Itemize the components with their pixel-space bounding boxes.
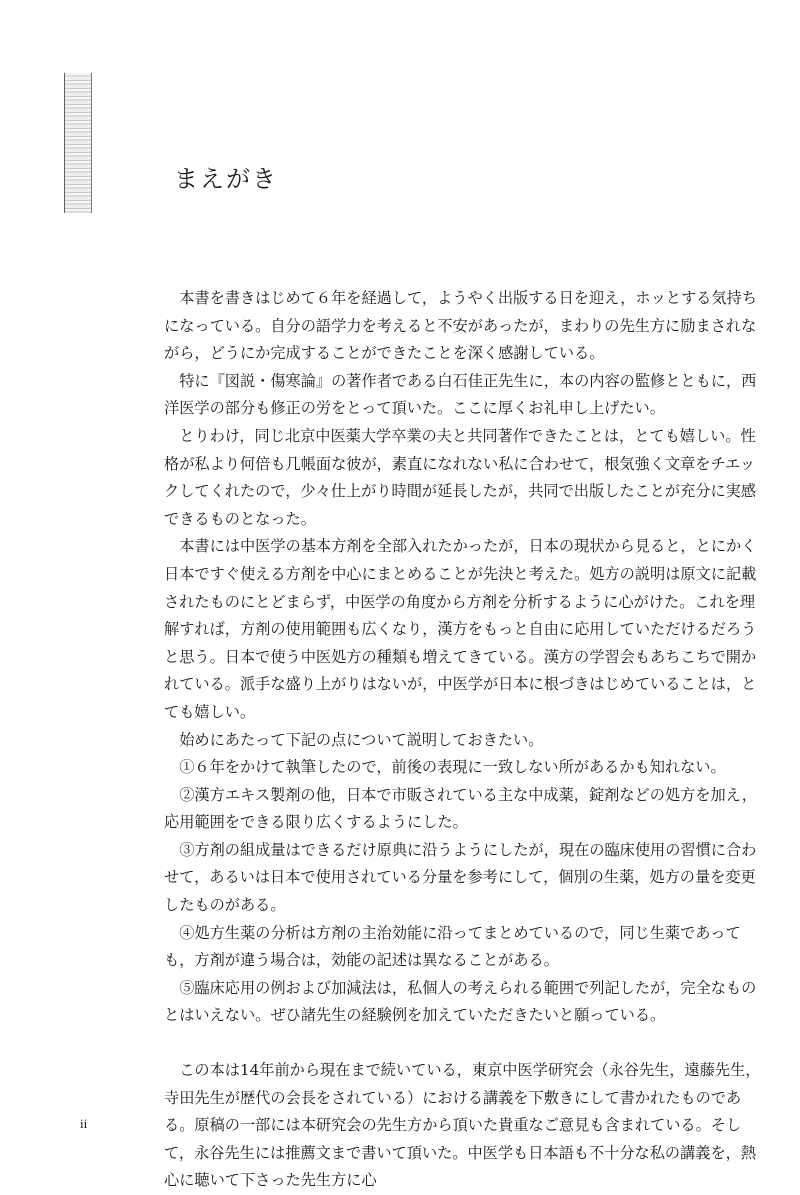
paragraph: 始めにあたって下記の点について説明しておきたい。: [179, 730, 544, 749]
list-item: ③方剤の組成量はできるだけ原典に沿うようにしたが，現在の臨床使用の習慣に合わせて，あるいは日本で使用されている分量を参考にして，個別の生薬，処方の量を変更したものがある。: [164, 840, 757, 915]
paragraph: 本書には中医学の基本方剤を全部入れたかったが，日本の現状から見ると，とにかく日本ですぐ使える方剤を中心にまとめることが先決と考えた。処方の説明は原文に記載されたものにとどまらず，中医学の角度から方剤を分析するように心がけた。これを理解すれば，方剤の使用範囲も広くなり，漢方をもっと自由に応用していただけるだろうと思う。日本で使う中医処方の種類も増えてきている。漢方の学習会もあちこちで開かれている。派手な盛り上がりはないが，中医学が日本に根づきはじめていることは，とても嬉しい。: [164, 537, 757, 721]
chapter-marker-bar: [64, 73, 92, 213]
paragraph: とりわけ，同じ北京中医薬大学卒業の夫と共同著作できたことは，とても嬉しい。性格が私より何倍も几帳面な彼が，素直になれない私に合わせて，根気強く文章をチエックしてくれたので，少々仕上がり時間が延長したが，共同で出版したことが充分に実感できるものとなった。: [164, 426, 757, 528]
list-item: ④処方生薬の分析は方剤の主治効能に沿ってまとめているので，同じ生薬であっても，方剤が違う場合は，効能の記述は異なることがある。: [164, 923, 741, 970]
list-item: ⑤臨床応用の例および加減法は，私個人の考えられる範囲で列記したが，完全なものとはいえない。ぜひ諸先生の経験例を加えていただきたいと願っている。: [164, 978, 757, 1025]
page-title: まえがき: [174, 165, 278, 193]
list-item: ①６年をかけて執筆したので，前後の表現に一致しない所があるかも知れない。: [179, 758, 726, 777]
paragraph: 本書を書きはじめて６年を経過して，ようやく出版する日を迎え，ホッとする気持ちになっている。自分の語学力を考えると不安があったが，まわりの先生方に励まされながら，どうにか完成することができたことを深く感謝している。: [164, 289, 757, 363]
paragraph: 特に『図説・傷寒論』の著作者である白石佳正先生に，本の内容の監修とともに，西洋医学の部分も修正の労をとって頂いた。ここに厚くお礼申し上げたい。: [164, 371, 757, 418]
preface-body: [164, 285, 762, 1195]
paragraph: この本は14年前から現在まで続いている，東京中医学研究会（永谷先生，遠藤先生，寺田先生が歴代の会長をされている）における講義を下敷きにして書かれたものである。原稿の一部には本研究会の先生方から頂いた貴重なご意見も含まれている。そして，永谷先生には推薦文まで書いて頂いた。中医学も日本語も不十分な私の講義を，熱心に聴いて下さった先生方に心: [164, 1061, 761, 1190]
list-item: ②漢方エキス製剤の他，日本で市販されている主な中成薬，錠剤などの処方を加え，応用範囲をできる限り広くするようにした。: [164, 785, 757, 832]
page-number: ii: [80, 1116, 88, 1131]
